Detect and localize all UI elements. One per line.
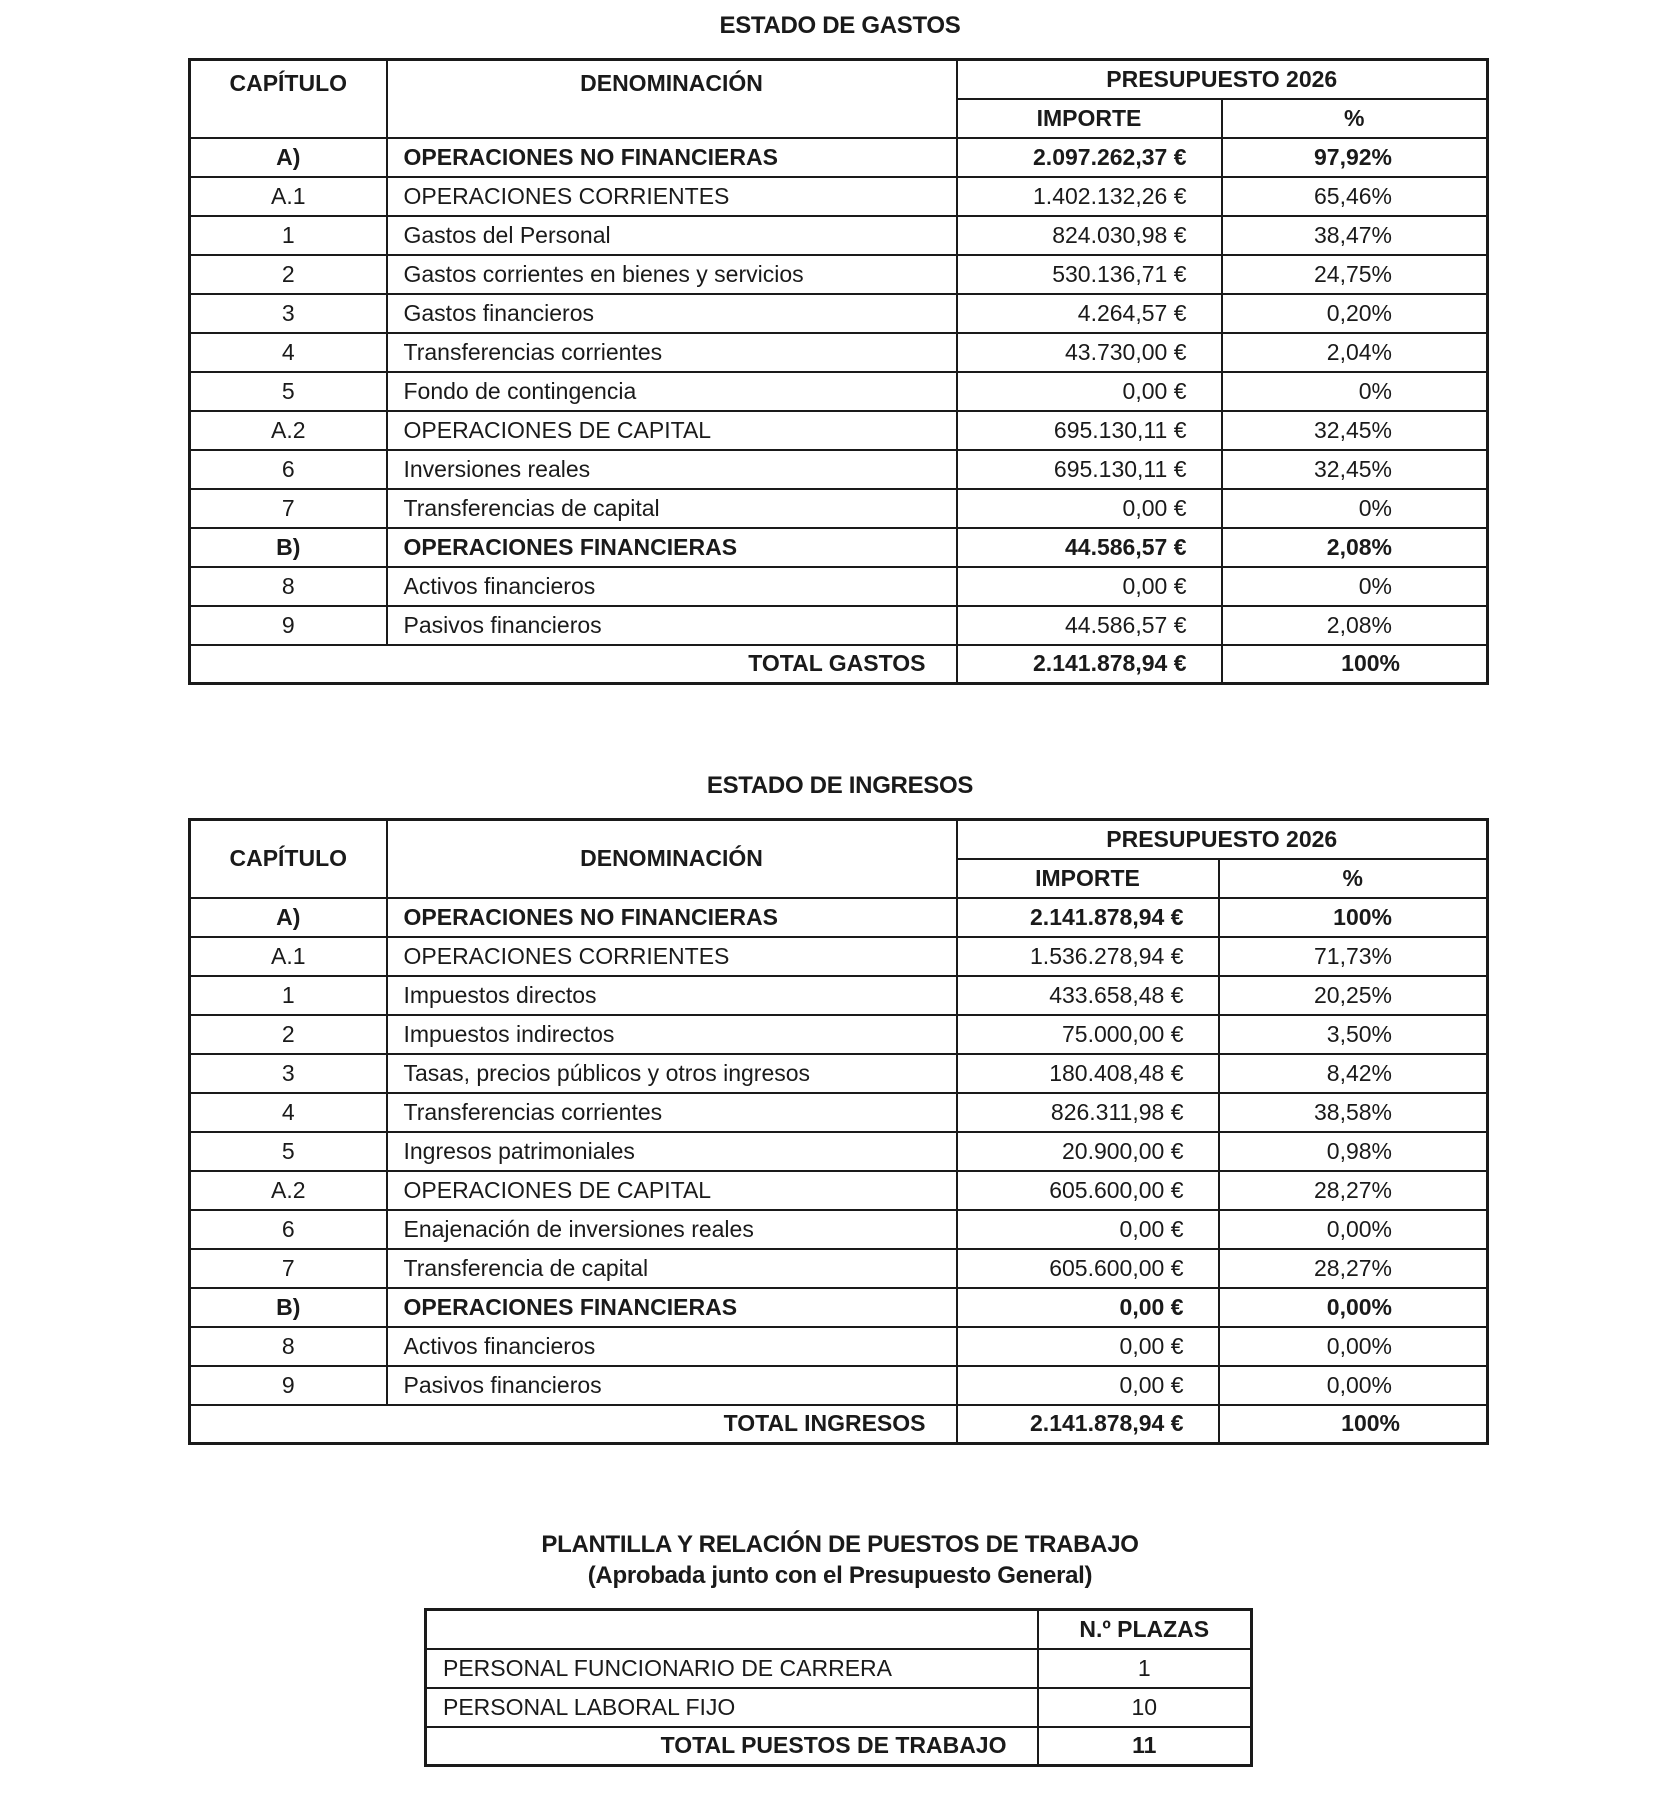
capitulo-cell: 2 <box>190 1015 387 1054</box>
importe-cell: 605.600,00 € <box>957 1249 1219 1288</box>
header-empty <box>426 1610 1038 1649</box>
header-denominacion: DENOMINACIÓN <box>387 60 957 138</box>
table-row <box>190 489 1488 528</box>
row-plazas: 1 <box>1038 1649 1252 1688</box>
importe-cell: 2.141.878,94 € <box>957 898 1219 937</box>
table-row <box>190 372 1488 411</box>
total-puestos-label: TOTAL PUESTOS DE TRABAJO <box>426 1727 1038 1766</box>
capitulo-cell: 9 <box>190 606 387 645</box>
table-row <box>190 976 1488 1015</box>
table-row <box>190 411 1488 450</box>
capitulo-cell: B) <box>190 1288 387 1327</box>
pct-cell: 2,04% <box>1222 333 1488 372</box>
capitulo-cell: B) <box>190 528 387 567</box>
pct-cell: 38,58% <box>1219 1093 1488 1132</box>
table-row <box>190 1054 1488 1093</box>
pct-cell: 28,27% <box>1219 1249 1488 1288</box>
denominacion-cell: Gastos financieros <box>387 294 957 333</box>
capitulo-cell: A) <box>190 138 387 177</box>
pct-cell: 24,75% <box>1222 255 1488 294</box>
capitulo-cell: 1 <box>190 216 387 255</box>
table-row <box>190 606 1488 645</box>
pct-cell: 65,46% <box>1222 177 1488 216</box>
pct-cell: 2,08% <box>1222 606 1488 645</box>
denominacion-cell: OPERACIONES DE CAPITAL <box>387 1171 957 1210</box>
table-row <box>190 450 1488 489</box>
denominacion-cell: Transferencia de capital <box>387 1249 957 1288</box>
table-row <box>190 255 1488 294</box>
importe-cell: 0,00 € <box>957 372 1222 411</box>
pct-cell: 3,50% <box>1219 1015 1488 1054</box>
importe-cell: 44.586,57 € <box>957 606 1222 645</box>
table-row <box>190 294 1488 333</box>
capitulo-cell: 7 <box>190 489 387 528</box>
capitulo-cell: 5 <box>190 1132 387 1171</box>
ingresos-table <box>188 818 1489 1445</box>
denominacion-cell: Pasivos financieros <box>387 1366 957 1405</box>
denominacion-cell: Transferencias corrientes <box>387 1093 957 1132</box>
plantilla-subtitle: (Aprobada junto con el Presupuesto General) <box>587 1562 1093 1589</box>
denominacion-cell: Activos financieros <box>387 1327 957 1366</box>
capitulo-cell: 6 <box>190 1210 387 1249</box>
importe-cell: 2.097.262,37 € <box>957 138 1222 177</box>
pct-cell: 32,45% <box>1222 450 1488 489</box>
table-row <box>190 333 1488 372</box>
denominacion-cell: OPERACIONES FINANCIERAS <box>387 528 957 567</box>
pct-cell: 0,98% <box>1219 1132 1488 1171</box>
table-row <box>190 1132 1488 1171</box>
importe-cell: 4.264,57 € <box>957 294 1222 333</box>
denominacion-cell: Gastos corrientes en bienes y servicios <box>387 255 957 294</box>
pct-cell: 0% <box>1222 567 1488 606</box>
importe-cell: 433.658,48 € <box>957 976 1219 1015</box>
importe-cell: 0,00 € <box>957 489 1222 528</box>
pct-cell: 38,47% <box>1222 216 1488 255</box>
importe-cell: 695.130,11 € <box>957 411 1222 450</box>
denominacion-cell: Enajenación de inversiones reales <box>387 1210 957 1249</box>
importe-cell: 605.600,00 € <box>957 1171 1219 1210</box>
denominacion-cell: Inversiones reales <box>387 450 957 489</box>
plantilla-table <box>424 1608 1253 1767</box>
denominacion-cell: Impuestos indirectos <box>387 1015 957 1054</box>
table-row <box>190 216 1488 255</box>
pct-cell: 97,92% <box>1222 138 1488 177</box>
importe-cell: 44.586,57 € <box>957 528 1222 567</box>
importe-cell: 0,00 € <box>957 1210 1219 1249</box>
capitulo-cell: A.2 <box>190 1171 387 1210</box>
denominacion-cell: Ingresos patrimoniales <box>387 1132 957 1171</box>
denominacion-cell: OPERACIONES DE CAPITAL <box>387 411 957 450</box>
capitulo-cell: 7 <box>190 1249 387 1288</box>
total-gastos-importe: 2.141.878,94 € <box>957 645 1222 684</box>
importe-cell: 0,00 € <box>957 1288 1219 1327</box>
denominacion-cell: OPERACIONES FINANCIERAS <box>387 1288 957 1327</box>
plantilla-title: PLANTILLA Y RELACIÓN DE PUESTOS DE TRABAJO <box>541 1531 1139 1558</box>
importe-cell: 20.900,00 € <box>957 1132 1219 1171</box>
table-row <box>190 898 1488 937</box>
pct-cell: 28,27% <box>1219 1171 1488 1210</box>
header-capitulo: CAPÍTULO <box>190 60 387 138</box>
gastos-table <box>188 58 1489 685</box>
capitulo-cell: A) <box>190 898 387 937</box>
denominacion-cell: Impuestos directos <box>387 976 957 1015</box>
capitulo-cell: A.1 <box>190 177 387 216</box>
denominacion-cell: Pasivos financieros <box>387 606 957 645</box>
gastos-title: ESTADO DE GASTOS <box>719 12 961 39</box>
capitulo-cell: A.2 <box>190 411 387 450</box>
pct-cell: 71,73% <box>1219 937 1488 976</box>
denominacion-cell: OPERACIONES CORRIENTES <box>387 937 957 976</box>
importe-cell: 530.136,71 € <box>957 255 1222 294</box>
pct-cell: 32,45% <box>1222 411 1488 450</box>
denominacion-cell: Tasas, precios públicos y otros ingresos <box>387 1054 957 1093</box>
pct-cell: 0% <box>1222 372 1488 411</box>
importe-cell: 0,00 € <box>957 1366 1219 1405</box>
pct-cell: 8,42% <box>1219 1054 1488 1093</box>
pct-cell: 0,00% <box>1219 1210 1488 1249</box>
row-plazas: 10 <box>1038 1688 1252 1727</box>
total-puestos-value: 11 <box>1038 1727 1252 1766</box>
importe-cell: 75.000,00 € <box>957 1015 1219 1054</box>
pct-cell: 0% <box>1222 489 1488 528</box>
capitulo-cell: 8 <box>190 567 387 606</box>
denominacion-cell: OPERACIONES CORRIENTES <box>387 177 957 216</box>
row-label: PERSONAL LABORAL FIJO <box>426 1688 1038 1727</box>
total-ingresos-pct: 100% <box>1219 1405 1488 1444</box>
importe-cell: 695.130,11 € <box>957 450 1222 489</box>
importe-cell: 826.311,98 € <box>957 1093 1219 1132</box>
header-importe: IMPORTE <box>957 859 1219 898</box>
capitulo-cell: 4 <box>190 1093 387 1132</box>
capitulo-cell: A.1 <box>190 937 387 976</box>
importe-cell: 1.536.278,94 € <box>957 937 1219 976</box>
header-presupuesto: PRESUPUESTO 2026 <box>957 820 1488 859</box>
table-row <box>426 1649 1252 1688</box>
total-ingresos-label: TOTAL INGRESOS <box>190 1405 957 1444</box>
denominacion-cell: Fondo de contingencia <box>387 372 957 411</box>
importe-cell: 0,00 € <box>957 567 1222 606</box>
table-row <box>190 1366 1488 1405</box>
table-row <box>190 1171 1488 1210</box>
table-row <box>190 177 1488 216</box>
pct-cell: 20,25% <box>1219 976 1488 1015</box>
importe-cell: 180.408,48 € <box>957 1054 1219 1093</box>
capitulo-cell: 5 <box>190 372 387 411</box>
denominacion-cell: Gastos del Personal <box>387 216 957 255</box>
importe-cell: 43.730,00 € <box>957 333 1222 372</box>
importe-cell: 1.402.132,26 € <box>957 177 1222 216</box>
table-row <box>190 528 1488 567</box>
table-row <box>190 1015 1488 1054</box>
header-capitulo: CAPÍTULO <box>190 820 387 898</box>
table-row <box>190 138 1488 177</box>
denominacion-cell: Transferencias corrientes <box>387 333 957 372</box>
total-gastos-label: TOTAL GASTOS <box>190 645 957 684</box>
capitulo-cell: 8 <box>190 1327 387 1366</box>
capitulo-cell: 9 <box>190 1366 387 1405</box>
pct-cell: 0,00% <box>1219 1327 1488 1366</box>
denominacion-cell: Activos financieros <box>387 567 957 606</box>
header-plazas: N.º PLAZAS <box>1038 1610 1252 1649</box>
denominacion-cell: Transferencias de capital <box>387 489 957 528</box>
table-row <box>190 1288 1488 1327</box>
total-ingresos-importe: 2.141.878,94 € <box>957 1405 1219 1444</box>
pct-cell: 0,20% <box>1222 294 1488 333</box>
table-row <box>190 1327 1488 1366</box>
denominacion-cell: OPERACIONES NO FINANCIERAS <box>387 138 957 177</box>
row-label: PERSONAL FUNCIONARIO DE CARRERA <box>426 1649 1038 1688</box>
pct-cell: 0,00% <box>1219 1366 1488 1405</box>
header-importe: IMPORTE <box>957 99 1222 138</box>
denominacion-cell: OPERACIONES NO FINANCIERAS <box>387 898 957 937</box>
table-row <box>426 1688 1252 1727</box>
table-row <box>190 1210 1488 1249</box>
table-row <box>190 1249 1488 1288</box>
header-denominacion: DENOMINACIÓN <box>387 820 957 898</box>
pct-cell: 0,00% <box>1219 1288 1488 1327</box>
capitulo-cell: 1 <box>190 976 387 1015</box>
pct-cell: 2,08% <box>1222 528 1488 567</box>
capitulo-cell: 3 <box>190 1054 387 1093</box>
capitulo-cell: 3 <box>190 294 387 333</box>
importe-cell: 0,00 € <box>957 1327 1219 1366</box>
pct-cell: 100% <box>1219 898 1488 937</box>
header-pct: % <box>1222 99 1488 138</box>
capitulo-cell: 4 <box>190 333 387 372</box>
capitulo-cell: 6 <box>190 450 387 489</box>
table-row <box>190 1093 1488 1132</box>
table-row <box>190 567 1488 606</box>
capitulo-cell: 2 <box>190 255 387 294</box>
header-presupuesto: PRESUPUESTO 2026 <box>957 60 1488 99</box>
ingresos-title: ESTADO DE INGRESOS <box>706 772 974 799</box>
header-pct: % <box>1219 859 1488 898</box>
total-gastos-pct: 100% <box>1222 645 1488 684</box>
importe-cell: 824.030,98 € <box>957 216 1222 255</box>
table-row <box>190 937 1488 976</box>
